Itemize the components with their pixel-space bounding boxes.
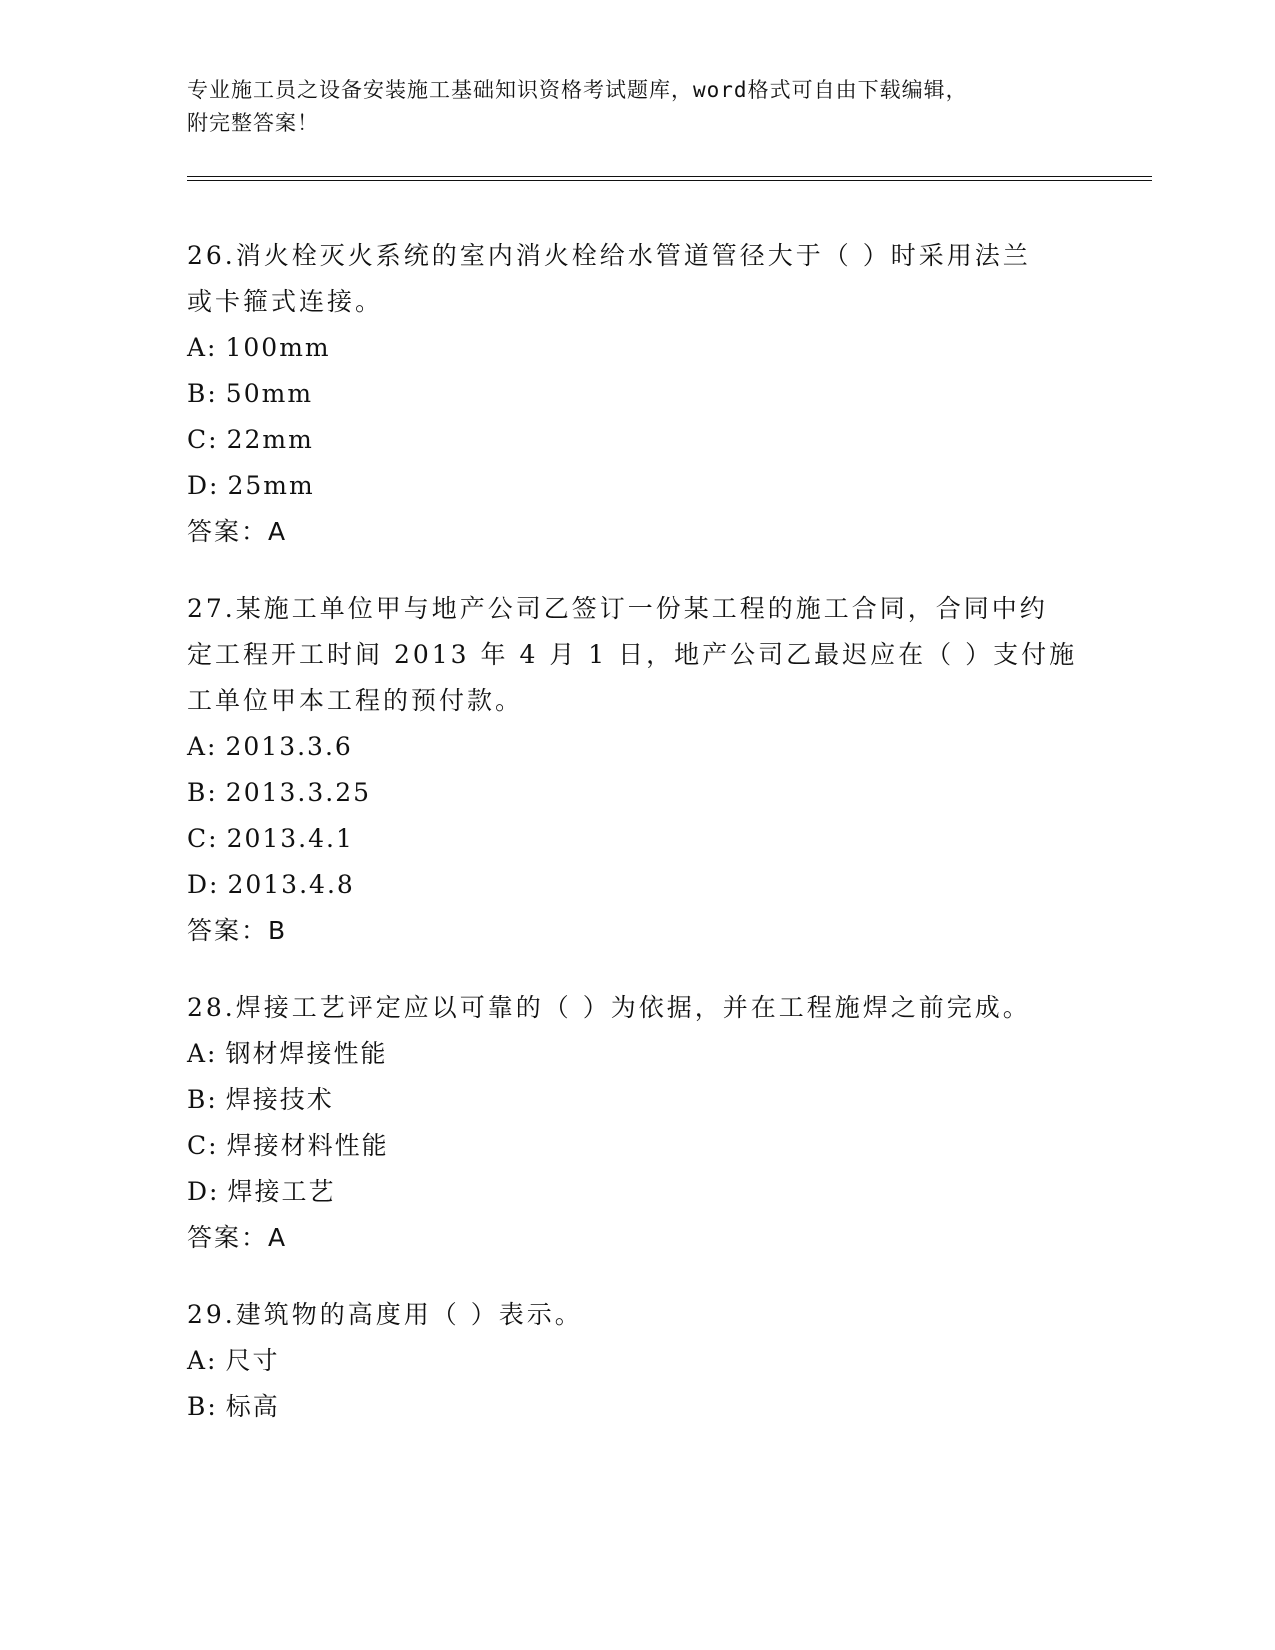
option-text: 焊接材料性能 xyxy=(226,1131,389,1160)
question-list xyxy=(187,233,1087,1461)
option-c xyxy=(187,816,1087,862)
question-28 xyxy=(187,985,1087,1261)
option-text: 标高 xyxy=(225,1392,280,1421)
option-text: 2013.3.6 xyxy=(225,732,353,761)
question-26 xyxy=(187,233,1087,555)
option-a xyxy=(187,724,1087,770)
question-29 xyxy=(187,1292,1087,1430)
option-text: 钢材焊接性能 xyxy=(225,1039,388,1068)
option-letter: A: xyxy=(187,1039,218,1068)
option-b xyxy=(187,1077,1087,1123)
option-text: 尺寸 xyxy=(225,1346,280,1375)
option-text: 2013.4.8 xyxy=(227,870,355,899)
option-a xyxy=(187,325,1087,371)
option-letter: A: xyxy=(187,732,218,761)
option-b xyxy=(187,770,1087,816)
header-divider xyxy=(187,176,1152,181)
option-letter: A: xyxy=(187,1346,218,1375)
question-stem-line: 26.消火栓灭火系统的室内消火栓给水管道管径大于（ ）时采用法兰 xyxy=(187,241,1031,270)
option-d xyxy=(187,862,1087,908)
option-text: 25mm xyxy=(227,471,315,500)
option-letter: C: xyxy=(187,1131,219,1160)
option-text: 焊接工艺 xyxy=(227,1177,336,1206)
question-stem-line: 28.焊接工艺评定应以可靠的（ ）为依据，并在工程施焊之前完成。 xyxy=(187,993,1031,1022)
option-letter: D: xyxy=(187,1177,220,1206)
option-text: 22mm xyxy=(226,425,314,454)
option-b xyxy=(187,1384,1087,1430)
option-letter: B: xyxy=(187,1392,218,1421)
option-c xyxy=(187,1123,1087,1169)
option-text: 2013.4.1 xyxy=(226,824,354,853)
header-line-1: 专业施工员之设备安装施工基础知识资格考试题库，word格式可自由下载编辑， xyxy=(187,78,968,102)
question-27 xyxy=(187,586,1087,954)
option-b xyxy=(187,371,1087,417)
question-stem-line: 定工程开工时间 2013 年 4 月 1 日，地产公司乙最迟应在（ ）支付施 xyxy=(187,640,1078,669)
option-letter: C: xyxy=(187,425,219,454)
question-stem-line: 或卡箍式连接。 xyxy=(187,287,384,316)
option-a xyxy=(187,1031,1087,1077)
option-text: 焊接技术 xyxy=(225,1085,334,1114)
option-letter: C: xyxy=(187,824,219,853)
option-text: 100mm xyxy=(225,333,331,362)
option-a xyxy=(187,1338,1087,1384)
question-stem-line: 29.建筑物的高度用（ ）表示。 xyxy=(187,1300,583,1329)
option-text: 50mm xyxy=(225,379,314,408)
header-line-2: 附完整答案！ xyxy=(187,111,319,135)
option-letter: A: xyxy=(187,333,218,362)
option-letter: D: xyxy=(187,870,220,899)
question-stem-line: 27.某施工单位甲与地产公司乙签订一份某工程的施工合同，合同中约 xyxy=(187,594,1048,623)
option-d xyxy=(187,463,1087,509)
option-letter: B: xyxy=(187,778,218,807)
option-letter: B: xyxy=(187,1085,218,1114)
answer-label: 答案：A xyxy=(187,517,288,546)
option-text: 2013.3.25 xyxy=(225,778,372,807)
option-d xyxy=(187,1169,1087,1215)
option-letter: B: xyxy=(187,379,218,408)
answer-label: 答案：A xyxy=(187,1223,288,1252)
document-header xyxy=(187,74,1067,140)
option-c xyxy=(187,417,1087,463)
option-letter: D: xyxy=(187,471,220,500)
question-stem-line: 工单位甲本工程的预付款。 xyxy=(187,686,524,715)
answer-label: 答案：B xyxy=(187,916,288,945)
